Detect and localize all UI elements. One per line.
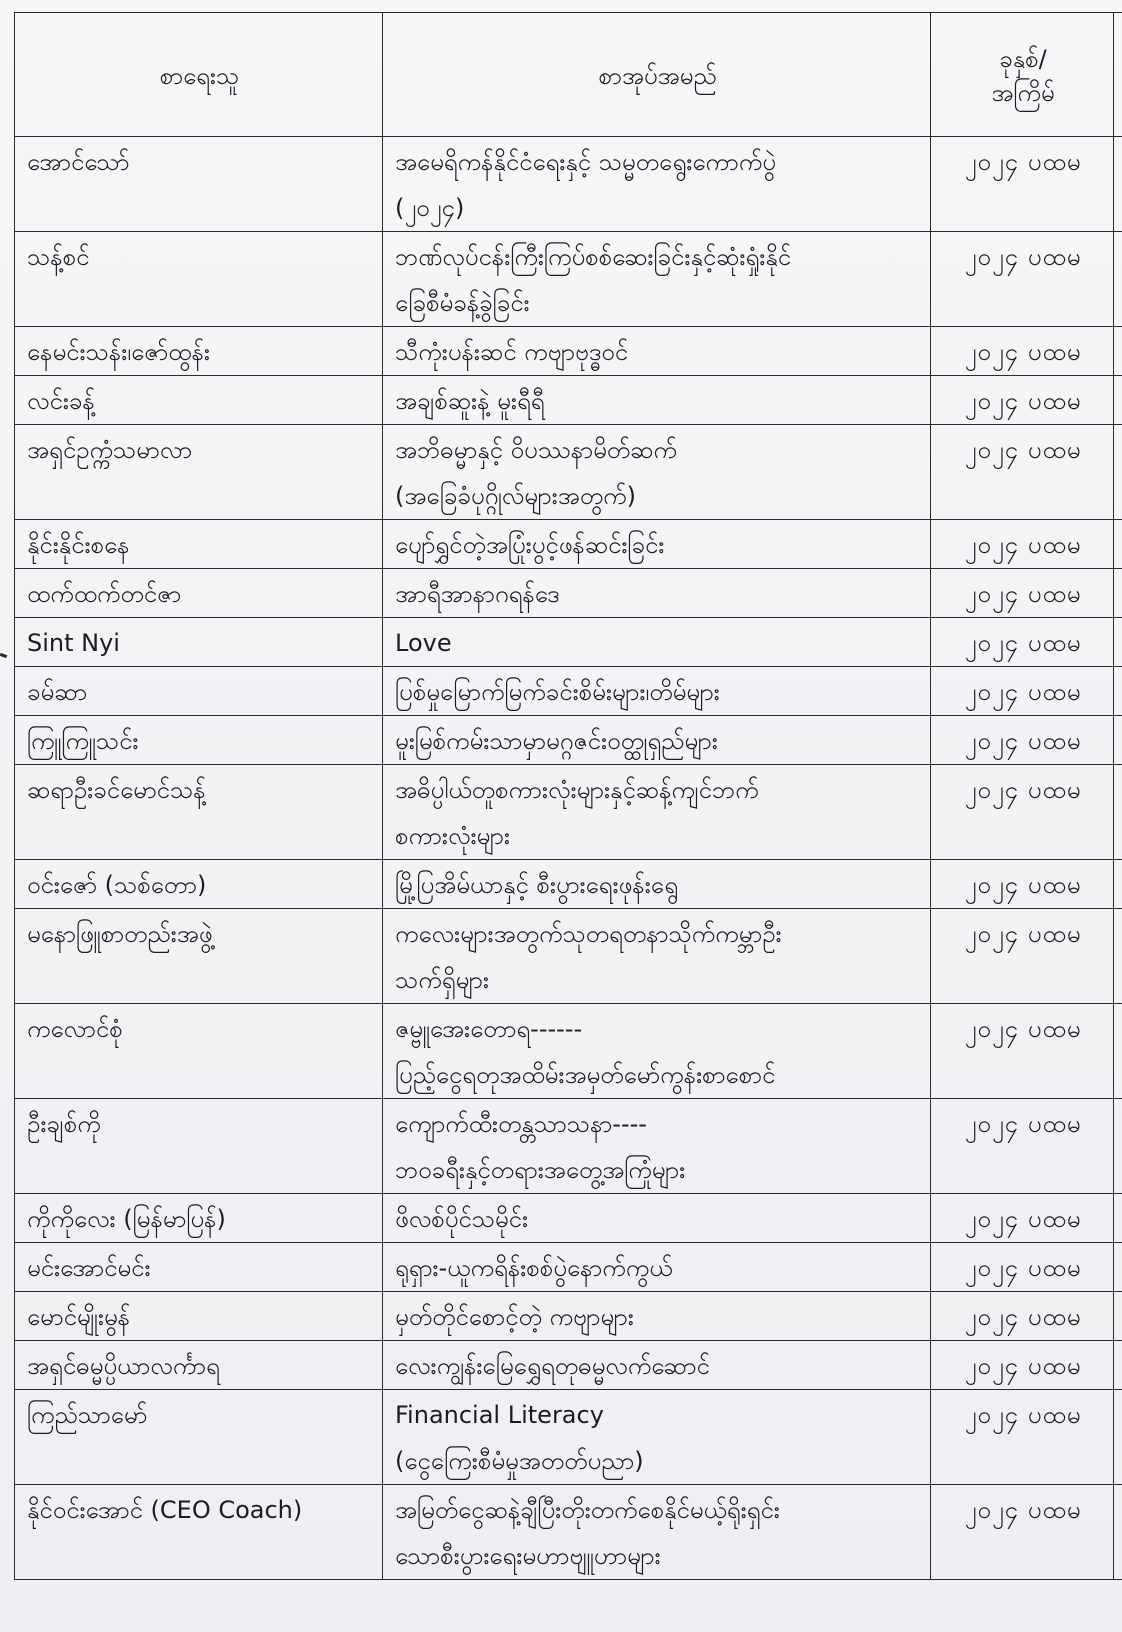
table-row [15, 765, 1122, 860]
title-cell: အဘိဓမ္မာနှင့် ဝိပဿနာမိတ်ဆက် (အခြေခံပုဂ္ဂိုလ်များအတွက်) [383, 425, 931, 520]
table-row [15, 716, 1122, 765]
extra-column-cell [1114, 909, 1122, 1004]
title-cell: Financial Literacy (ငွေကြေးစီမံမှုအတတ်ပညာ) [383, 1390, 931, 1485]
table-row [15, 1390, 1122, 1485]
title-cell: မူးမြစ်ကမ်းသာမှာမဂ္ဂဇင်းဝတ္ထုရှည်များ [383, 716, 931, 765]
extra-column-cell [1114, 327, 1122, 376]
extra-column-cell [1114, 860, 1122, 909]
table-row [15, 1341, 1122, 1390]
author-cell: ဆရာဦးခင်မောင်သန့် [15, 765, 383, 860]
table-row [15, 909, 1122, 1004]
author-cell: လင်းခန့် [15, 376, 383, 425]
title-cell: မှတ်တိုင်စောင့်တဲ့ ကဗျာများ [383, 1292, 931, 1341]
edition-cell: ၂၀၂၄ ပထမ [931, 860, 1114, 909]
author-cell: နိုင်းနိုင်းစနေ [15, 520, 383, 569]
title-cell: အမေရိကန်နိုင်ငံရေးနှင့် သမ္မတရွေးကောက်ပွဲ (၂၀၂၄) [383, 137, 931, 232]
extra-column-cell [1114, 137, 1122, 232]
title-cell: အမြတ်ငွေဆနဲ့ချီပြီးတိုးတက်စေနိုင်မယ့်ရိုးရှင်း သောစီးပွားရေးမဟာဗျူဟာများ [383, 1485, 931, 1580]
edition-cell: ၂၀၂၄ ပထမ [931, 520, 1114, 569]
author-cell: ကိုကိုလေး (မြန်မာပြန်) [15, 1194, 383, 1243]
header-title: စာအုပ်အမည် [383, 13, 931, 137]
extra-column-cell [1114, 1341, 1122, 1390]
edition-cell: ၂၀၂၄ ပထမ [931, 1194, 1114, 1243]
extra-column-cell [1114, 520, 1122, 569]
extra-column-cell [1114, 1099, 1122, 1194]
author-cell: ကလောင်စုံ [15, 1004, 383, 1099]
table-row [15, 618, 1122, 667]
margin-tick-mark [0, 653, 7, 658]
author-cell: ကြည်သာမော် [15, 1390, 383, 1485]
author-cell: Sint Nyi [15, 618, 383, 667]
table-row [15, 1004, 1122, 1099]
table-row [15, 232, 1122, 327]
table-row [15, 1485, 1122, 1580]
edition-cell: ၂၀၂၄ ပထမ [931, 909, 1114, 1004]
author-cell: အောင်သော် [15, 137, 383, 232]
edition-cell: ၂၀၂၄ ပထမ [931, 1099, 1114, 1194]
title-cell: အဓိပ္ပါယ်တူစကားလုံးများနှင့်ဆန့်ကျင်ဘက် စကားလုံးများ [383, 765, 931, 860]
title-cell: အာရီအာနာဂရန်ဒေ [383, 569, 931, 618]
extra-column-cell [1114, 569, 1122, 618]
author-cell: မင်းအောင်မင်း [15, 1243, 383, 1292]
extra-column-cell [1114, 765, 1122, 860]
extra-column-cell [1114, 1243, 1122, 1292]
edition-cell: ၂၀၂၄ ပထမ [931, 618, 1114, 667]
title-cell: ပြစ်မှုမြောက်မြက်ခင်းစိမ်းများ၊တိမ်များ [383, 667, 931, 716]
author-cell: အရှင်ဥက္ကံသမာလာ [15, 425, 383, 520]
table-row [15, 376, 1122, 425]
table-row [15, 860, 1122, 909]
title-cell: ဘဏ်လုပ်ငန်းကြီးကြပ်စစ်ဆေးခြင်းနှင့်ဆုံးရှုံးနိုင် ခြေစီမံခန့်ခွဲခြင်း [383, 232, 931, 327]
title-cell: ကျောက်ထီးတန္တသာသနာ---- ဘဝခရီးနှင့်တရားအတွေ့အကြုံများ [383, 1099, 931, 1194]
edition-cell: ၂၀၂၄ ပထမ [931, 1243, 1114, 1292]
author-cell: နိုင်ဝင်းအောင် (CEO Coach) [15, 1485, 383, 1580]
title-cell: အချစ်ဆူးနဲ့ မူးရီရီ [383, 376, 931, 425]
extra-column-cell [1114, 716, 1122, 765]
table-body [15, 137, 1122, 1580]
table-row [15, 1194, 1122, 1243]
table-row [15, 1243, 1122, 1292]
extra-column-cell [1114, 1390, 1122, 1485]
title-cell: ကလေးများအတွက်သုတရတနာသိုက်ကမ္ဘာဦး သက်ရှိများ [383, 909, 931, 1004]
table-row [15, 569, 1122, 618]
edition-cell: ၂၀၂၄ ပထမ [931, 716, 1114, 765]
extra-column-cell [1114, 1485, 1122, 1580]
extra-column-cell [1114, 1292, 1122, 1341]
extra-column-cell [1114, 376, 1122, 425]
table-row [15, 327, 1122, 376]
author-cell: နေမင်းသန်း၊ဇော်ထွန်း [15, 327, 383, 376]
edition-cell: ၂၀၂၄ ပထမ [931, 1004, 1114, 1099]
extra-column-cell [1114, 425, 1122, 520]
author-cell: ဦးချစ်ကို [15, 1099, 383, 1194]
edition-cell: ၂၀၂၄ ပထမ [931, 232, 1114, 327]
header-extra-column [1114, 13, 1122, 137]
author-cell: သန့်စင် [15, 232, 383, 327]
header-author: စာရေးသူ [15, 13, 383, 137]
table-row [15, 1099, 1122, 1194]
edition-cell: ၂၀၂၄ ပထမ [931, 1292, 1114, 1341]
author-cell: ခမ်ဆာ [15, 667, 383, 716]
table-row [15, 667, 1122, 716]
author-cell: မနောဖြူစာတည်းအဖွဲ့ [15, 909, 383, 1004]
edition-cell: ၂၀၂၄ ပထမ [931, 327, 1114, 376]
table-row [15, 137, 1122, 232]
title-cell: သီကုံးပန်းဆင် ကဗျာဗုဒ္ဓဝင် [383, 327, 931, 376]
author-cell: အရှင်ဓမ္မပ္ပိယာလင်္ကာရ [15, 1341, 383, 1390]
title-cell: ပျော်ရွှင်တဲ့အပြုံးပွင့်ဖန်ဆင်းခြင်း [383, 520, 931, 569]
author-cell: မောင်မျိုးမွန် [15, 1292, 383, 1341]
extra-column-cell [1114, 618, 1122, 667]
extra-column-cell [1114, 667, 1122, 716]
book-list-table [14, 12, 1122, 1580]
title-cell: ရုရှား-ယူကရိန်းစစ်ပွဲနောက်ကွယ် [383, 1243, 931, 1292]
edition-cell: ၂၀၂၄ ပထမ [931, 765, 1114, 860]
author-cell: ကြူကြူသင်း [15, 716, 383, 765]
edition-cell: ၂၀၂၄ ပထမ [931, 376, 1114, 425]
extra-column-cell [1114, 1004, 1122, 1099]
title-cell: ဇမ္ဗူအေးတောရ------ ပြည့်ငွေရတုအထိမ်းအမှတ်မော်ကွန်းစာစောင် [383, 1004, 931, 1099]
edition-cell: ၂၀၂၄ ပထမ [931, 137, 1114, 232]
table-row [15, 1292, 1122, 1341]
edition-cell: ၂၀၂၄ ပထမ [931, 667, 1114, 716]
extra-column-cell [1114, 1194, 1122, 1243]
header-edition: ခုနှစ်/ အကြိမ် [931, 13, 1114, 137]
edition-cell: ၂၀၂၄ ပထမ [931, 425, 1114, 520]
extra-column-cell [1114, 232, 1122, 327]
title-cell: Love [383, 618, 931, 667]
table-row [15, 520, 1122, 569]
edition-cell: ၂၀၂၄ ပထမ [931, 569, 1114, 618]
edition-cell: ၂၀၂၄ ပထမ [931, 1390, 1114, 1485]
title-cell: မြို့ပြအိမ်ယာနှင့် စီးပွားရေးဖုန်းရွေ [383, 860, 931, 909]
author-cell: ထက်ထက်တင်ဇာ [15, 569, 383, 618]
edition-cell: ၂၀၂၄ ပထမ [931, 1485, 1114, 1580]
title-cell: ဖိလစ်ပိုင်သမိုင်း [383, 1194, 931, 1243]
title-cell: လေးကျွန်းမြေရွှေရတုဓမ္မလက်ဆောင် [383, 1341, 931, 1390]
author-cell: ဝင်းဇော် (သစ်တော) [15, 860, 383, 909]
edition-cell: ၂၀၂၄ ပထမ [931, 1341, 1114, 1390]
header-row [15, 13, 1122, 137]
table-row [15, 425, 1122, 520]
